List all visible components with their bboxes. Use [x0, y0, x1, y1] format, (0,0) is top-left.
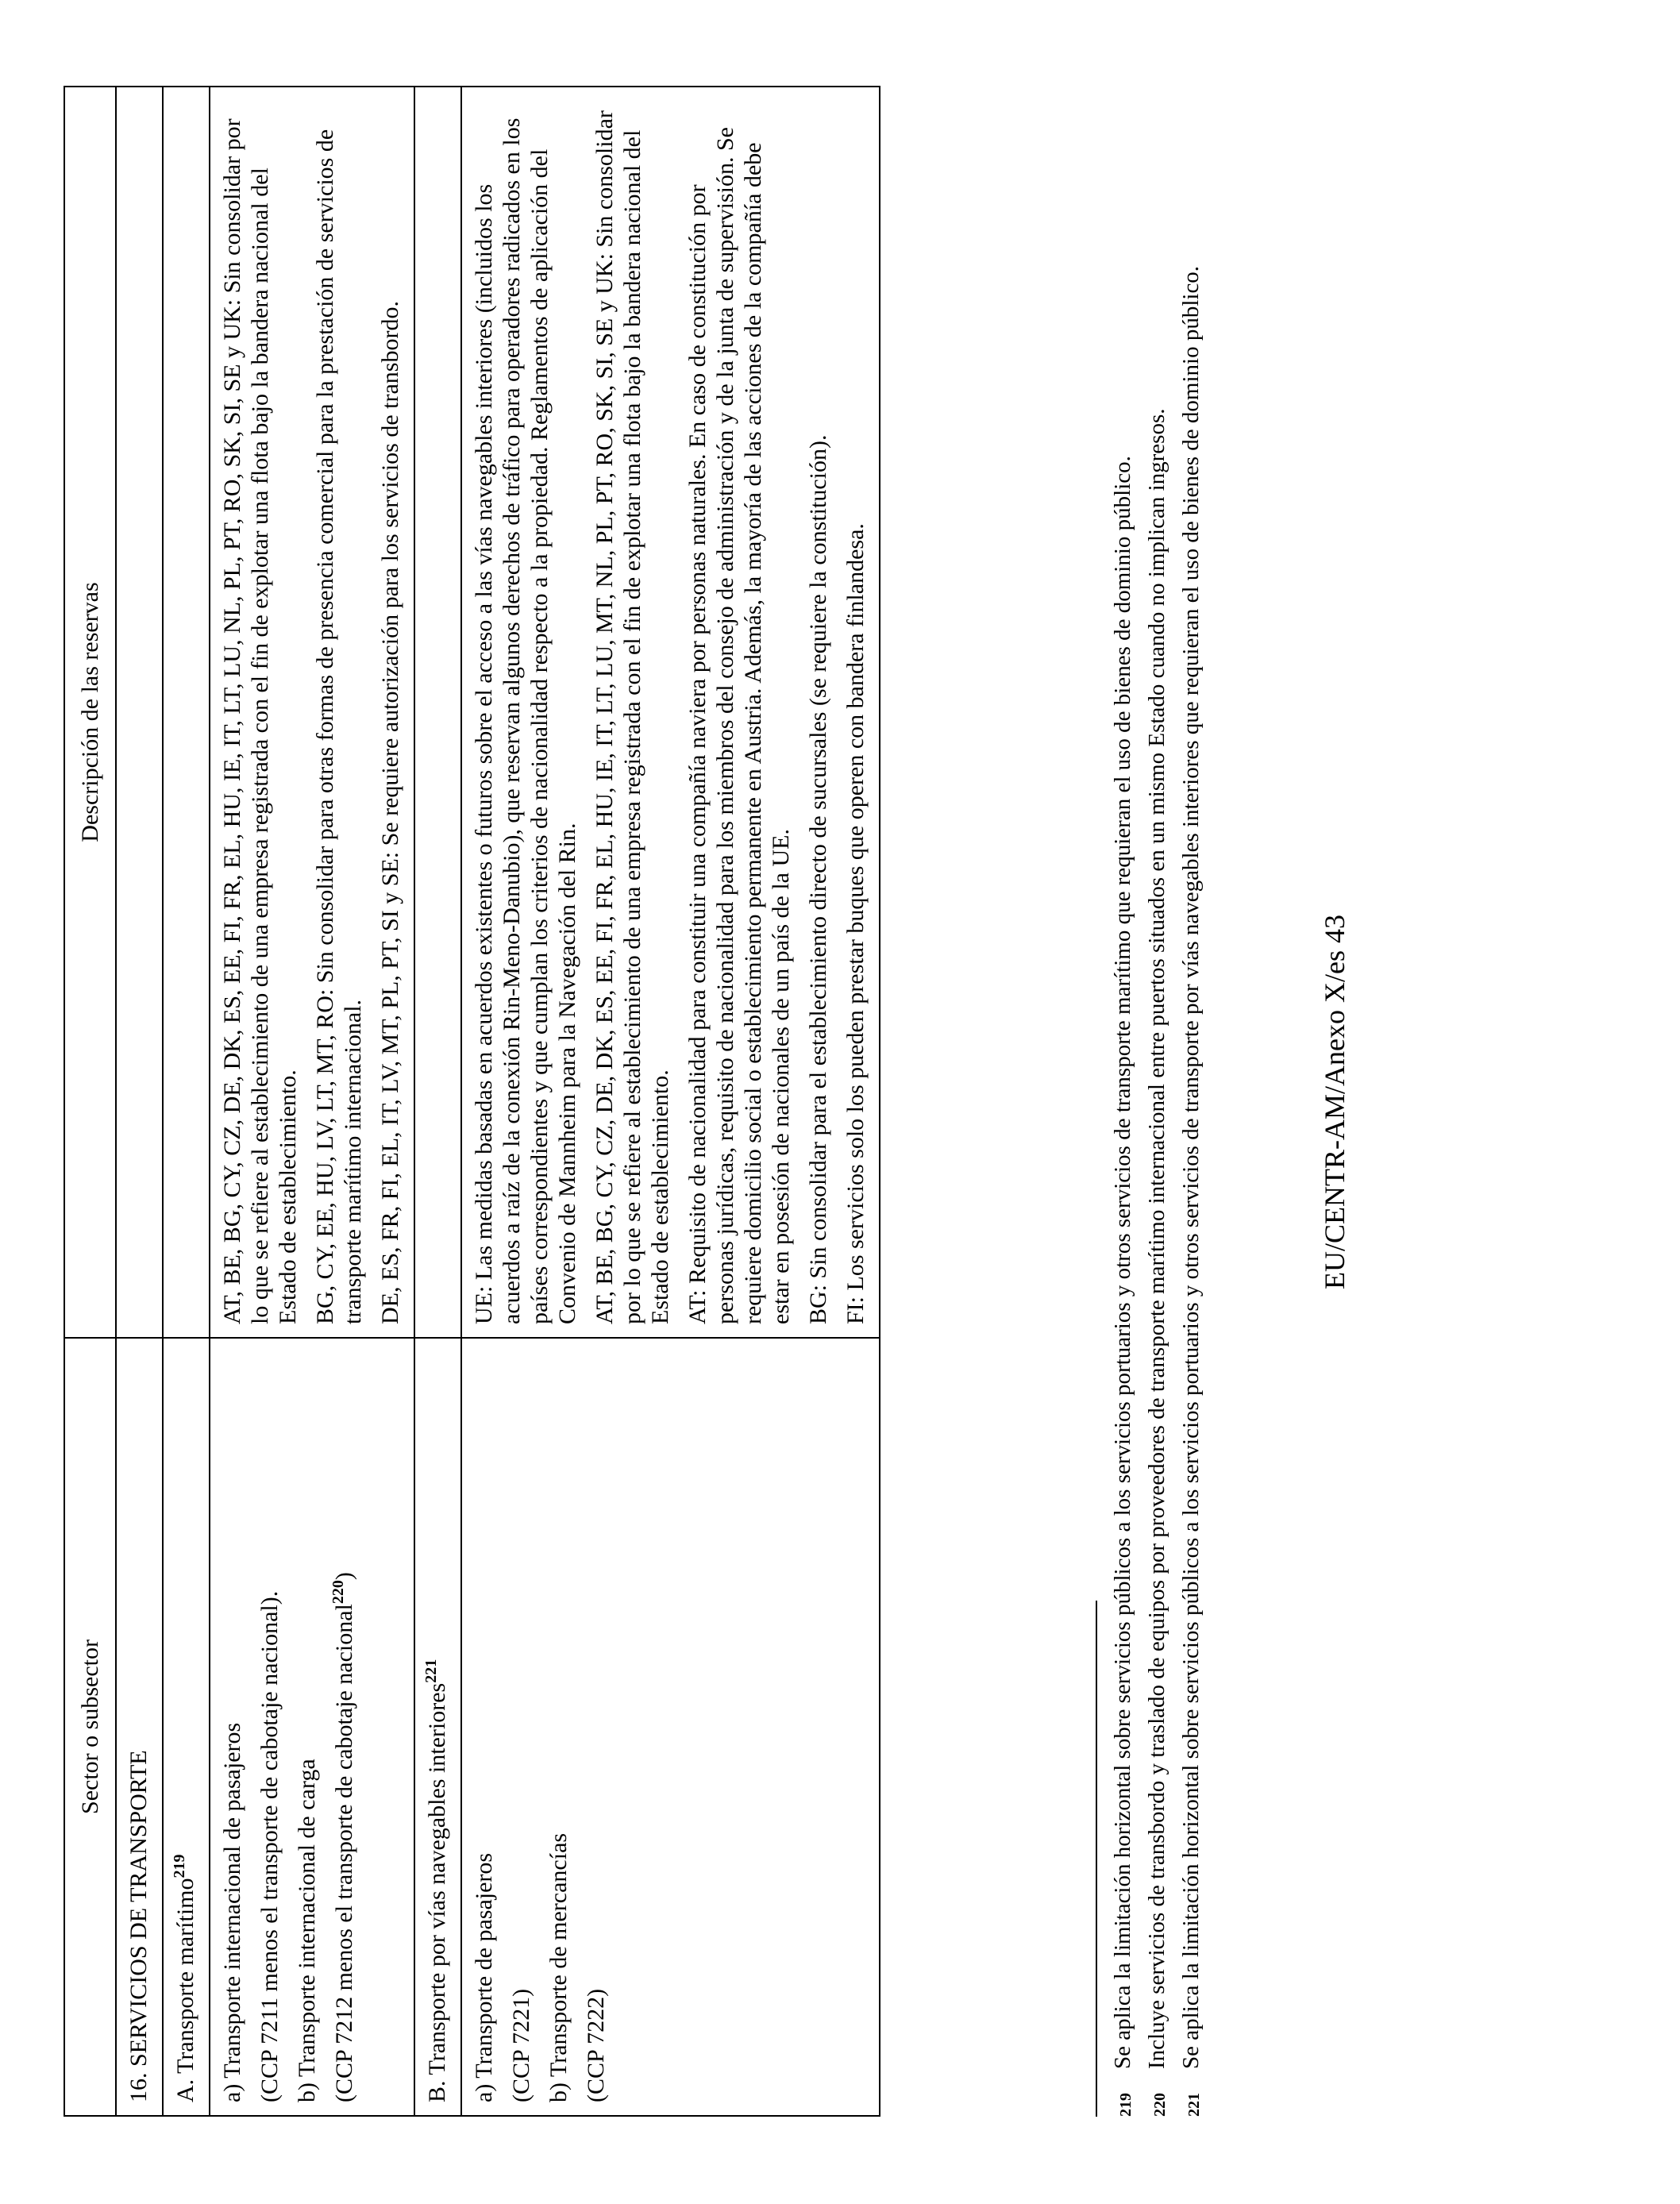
- table-header-row: [64, 87, 116, 2116]
- sector-line-end: ): [331, 1572, 357, 1581]
- reservation-paragraph: FI: Los servicios solo los pueden prestar buques que operen con bandera finlandesa.: [842, 523, 869, 1324]
- reservation-paragraph: AT: Requisito de nacionalidad para constituir una compañía naviera por personas naturales. En caso de constitución por personas jurídicas, requisito de nacionalidad para los miembros del consejo de administración y de la junta de supervisión. Se requiere domicilio social o establecimiento permanente en Austria. Además, la mayoría de las acciones de la compañía debe estar en posesión de nacionales de un país de la UE.: [684, 127, 794, 1324]
- footnote-divider: [1096, 1601, 1097, 2117]
- reservation-paragraph: BG, CY, EE, HU, LV, LT, MT, RO: Sin consolidar para otras formas de presencia comercial para la prestación de servicios de transporte marítimo internacional.: [312, 129, 366, 1324]
- sector-cell-a: [210, 1338, 414, 2116]
- footnote-number: 220: [1151, 2093, 1169, 2117]
- subsection-b-label: B. Transporte por vías navegables interiores: [424, 1682, 450, 2102]
- sector-line: b) Transporte internacional de carga: [294, 1759, 320, 2102]
- reservation-paragraph: DE, ES, FR, FI, EL, IT, LV, MT, PL, PT, SI y SE: Se requiere autorización para los servicios de transbordo.: [377, 301, 403, 1324]
- subsection-b-cell: [414, 1338, 461, 2116]
- sector-line: (CCP 7222): [583, 1988, 609, 2102]
- footnote-ref: 220: [329, 1580, 347, 1605]
- sector-line: b) Transporte de mercancías: [545, 1832, 572, 2102]
- footnote: [1110, 132, 1139, 2117]
- empty-cell: [116, 87, 163, 1338]
- subsection-a-cell: [163, 1338, 210, 2116]
- empty-cell: [163, 87, 210, 1338]
- reservations-table: [64, 86, 880, 2117]
- footnotes: [1110, 132, 1212, 2117]
- sector-line: a) Transporte de pasajeros: [471, 1852, 497, 2102]
- footnote-number: 221: [1185, 2093, 1203, 2117]
- sector-line-text: (CCP 7212 menos el transporte de cabotaje nacional: [331, 1604, 357, 2102]
- footnote: [1144, 132, 1173, 2117]
- reservation-paragraph: BG: Sin consolidar para el establecimiento directo de sucursales (se requiere la constitución).: [805, 434, 831, 1324]
- description-cell-a: [210, 87, 414, 1338]
- table-row: [116, 87, 163, 2116]
- header-description: Descripción de las reservas: [64, 87, 116, 1338]
- footnote-text: Se aplica la limitación horizontal sobre servicios públicos a los servicios portuarios y otros servicios de transporte marítimo que requieran el uso de bienes de dominio público.: [1110, 456, 1135, 2069]
- reservation-paragraph: AT, BE, BG, CY, CZ, DE, DK, ES, EE, FI, FR, EL, HU, IE, IT, LT, LU, MT, NL, PL, PT, RO, SK, SI, SE y UK: Sin consolidar por lo que se refiere al establecimiento de una empresa registrada con el fin de explotar una flota bajo la bandera nacional del Estado de establecimiento.: [591, 110, 673, 1324]
- footnote-text: Incluye servicios de transbordo y traslado de equipos por proveedores de transporte marítimo internacional entre puertos situados en un mismo Estado cuando no implican ingresos.: [1144, 408, 1169, 2069]
- sector-line: [330, 1351, 358, 2102]
- footnote-number: 219: [1117, 2093, 1135, 2117]
- empty-cell: [414, 87, 461, 1338]
- subsection-a-label: A. Transporte marítimo: [172, 1878, 198, 2102]
- sector-line: (CCP 7221): [508, 1988, 534, 2102]
- reservation-paragraph: AT, BE, BG, CY, CZ, DE, DK, ES, EE, FI, FR, EL, HU, IE, IT, LT, LU, NL, PL, PT, RO, SK, SI, SE y UK: Sin consolidar por lo que se refiere al establecimiento de una empresa registrada con el fin de explotar una flota bajo la bandera nacional del Estado de establecimiento.: [219, 118, 301, 1324]
- table-row: [210, 87, 414, 2116]
- table-row: [414, 87, 461, 2116]
- footnote-ref: 219: [171, 1854, 188, 1878]
- footnote: [1178, 132, 1208, 2117]
- sector-cell-b: [461, 1338, 880, 2116]
- table-row: [163, 87, 210, 2116]
- footnote-text: Se aplica la limitación horizontal sobre servicios públicos a los servicios portuarios y otros servicios de transporte por vías navegables interiores que requieran el uso de bienes de dominio público.: [1178, 265, 1204, 2069]
- header-sector: Sector o subsector: [64, 1338, 116, 2116]
- reservation-paragraph: UE: Las medidas basadas en acuerdos existentes o futuros sobre el acceso a las vías navegables interiores (incluidos los acuerdos a raíz de la conexión Rin-Meno-Danubio), que reservan algunos derechos de tráfico para operadores radicados en los países correspondientes y que cumplan los criterios de nacionalidad respecto a la propiedad. Reglamentos de aplicación del Convenio de Mannheim para la Navegación del Rin.: [471, 118, 580, 1324]
- sector-line: (CCP 7211 menos el transporte de cabotaje nacional).: [256, 1590, 283, 2102]
- footnote-ref: 221: [422, 1659, 440, 1683]
- description-cell-b: [461, 87, 880, 1338]
- sector-line: a) Transporte internacional de pasajeros: [219, 1722, 245, 2102]
- section-title: 16. SERVICIOS DE TRANSPORTE: [116, 1338, 163, 2116]
- page-footer: EU/CENTR-AM/Anexo X/es 43: [1319, 915, 1351, 1289]
- table-row: [461, 87, 880, 2116]
